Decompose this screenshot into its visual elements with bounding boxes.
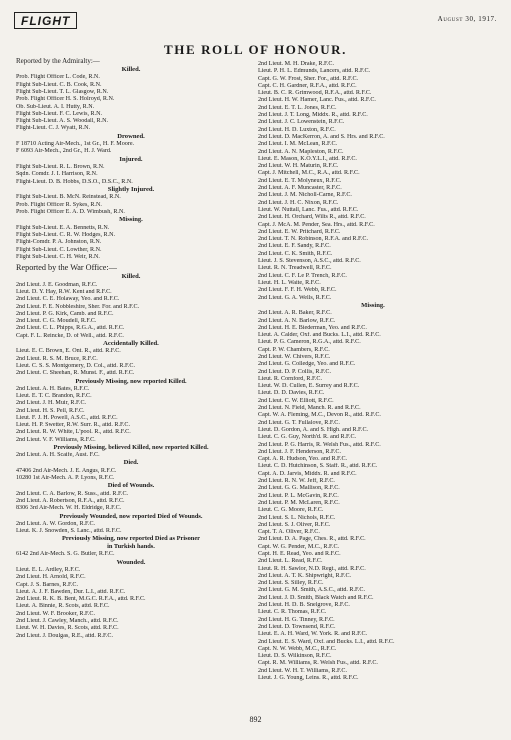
roll-entry: Flight Sub-Lieut. C. R. W. Hodges, R.N.	[16, 232, 116, 239]
roll-entry: 2nd Lieut. J. H. Muir, R.F.C.	[16, 400, 87, 407]
roll-entry: Lieut. D. D. Davies, R.F.C.	[258, 390, 325, 397]
roll-entry: 2nd Lieut. W. H. Maturin, R.F.C.	[258, 163, 339, 170]
roll-entry: 2nd Lieut. H. Arnold, R.F.C.	[16, 574, 86, 581]
roll-entry: 2nd Lieut. P. G. Harris, R. Welsh Fus., attd. R.F.C.	[258, 441, 381, 448]
right-column	[258, 61, 488, 682]
roll-entry: 2nd Lieut. D. MacKerron, A. and S. Hrs. and R.F.C.	[258, 133, 385, 140]
roll-entry: 2nd Lieut. H. W. Hamer, Lanc. Fus., attd. R.F.C.	[258, 97, 376, 104]
roll-entry: 2nd Lieut. E. W. Pritchard, R.F.C.	[258, 228, 341, 235]
roll-entry: 2nd Lieut. J. M. Nicholl-Carne, R.F.C.	[258, 192, 352, 199]
roll-entry: 2nd Lieut. D. Townsend, R.F.C.	[258, 623, 336, 630]
roll-entry: Lieut. D. Gordon, A. and S. High. and R.F.C.	[258, 426, 369, 433]
roll-entry: Lieut. P. H. L. Edmunds, Lancers, attd. R.F.C.	[258, 68, 371, 75]
roll-entry: F 6093 Air-Mech., 2nd Gr., H. J. Ward.	[16, 148, 112, 155]
roll-entry: 2nd Lieut. A. T. K. Shipwright, R.F.C.	[258, 572, 352, 579]
roll-entry: 2nd Lieut. E. S. Ward, Oxf. and Bucks. L.I., attd. R.F.C.	[258, 638, 395, 645]
section-heading: Previously Wounded, now reported Died of Wounds.	[59, 512, 203, 520]
roll-entry: 2nd Lieut. N. Field, Manch. R. and R.F.C.	[258, 405, 361, 412]
roll-entry: 2nd Lieut. C. G. Moudell, R.F.C.	[16, 318, 97, 325]
section-heading: Missing.	[119, 216, 143, 224]
left-column	[16, 57, 246, 640]
roll-entry: Lieut. B. C. R. Grimwood, R.F.A., attd. R.F.C.	[258, 90, 372, 97]
section-heading: Died.	[123, 459, 139, 467]
roll-entry: 2nd Lieut. J. Cawley, Manch., attd. R.F.C.	[16, 617, 119, 624]
roll-entry: 2nd Lieut. I. M. McLean, R.F.C.	[258, 141, 338, 148]
roll-entry: Lieut. E. A. H. Ward, W. York. R. and R.F.C.	[258, 631, 368, 638]
section-heading: Died of Wounds.	[107, 482, 155, 490]
section-heading: Drowned.	[117, 132, 145, 140]
roll-entry: Lieut. C. G. Guy, North'd. R. and R.F.C.	[258, 434, 357, 441]
page-title: THE ROLL OF HONOUR.	[163, 42, 348, 57]
roll-entry: 2nd Lieut. J. F. Henderson, R.F.C.	[258, 448, 341, 455]
roll-entry: 2nd Lieut. T. N. Robinson, R.F.A. and R.F.C.	[258, 236, 369, 243]
section-heading: Slightly Injured.	[107, 186, 155, 194]
roll-entry: 2nd Lieut. W. F. Brooker, R.F.C.	[16, 610, 96, 617]
roll-entry: Prob. Flight Officer E. A. D. Wimbush, R.N.	[16, 209, 125, 216]
roll-entry: 2nd Lieut. A. H. Scaife, Aust. F.C.	[16, 452, 100, 459]
roll-entry: 2nd Lieut. E. T. L. Jones, R.F.C.	[258, 104, 337, 111]
section-heading: Accidentally Killed.	[103, 340, 159, 348]
roll-entry: 2nd Lieut. C. A. Barlow, R. Suss., attd. R.F.C.	[16, 490, 129, 497]
roll-entry: 2nd Lieut. A. H. Bates, R.F.C.	[16, 385, 90, 392]
roll-entry: Flight Sub-Lieut. C. Lowther, R.N.	[16, 246, 102, 253]
roll-entry: 2nd Lieut. G. T. Fullalove, R.F.C.	[258, 419, 340, 426]
roll-entry: Flight Sub-Lieut. E. A. Bennetts, R.N.	[16, 224, 110, 231]
roll-entry: Capt. A. D. Jarvis, Middx. R. and R.F.C.	[258, 470, 357, 477]
reporting-authority: Reported by the War Office:—	[16, 263, 117, 273]
roll-entry: Capt. A. R. Hudson, Yeo. and R.F.C.	[258, 456, 348, 463]
roll-entry: 2nd Lieut. C. E. Holaway, Yeo. and R.F.C.	[16, 296, 120, 303]
section-heading: in Turkish hands.	[107, 543, 155, 551]
roll-entry: Ob. Sub-Lieut. A. I. Hutty, R.N.	[16, 103, 95, 110]
reporting-authority: Reported by the Admiralty:—	[16, 57, 100, 65]
roll-entry: 2nd Lieut. G. A. Wells, R.F.C.	[258, 294, 332, 301]
roll-entry: 2nd Lieut. J. Doulgas, R.E., attd. R.F.C.	[16, 632, 114, 639]
roll-entry: Lieut. H. P. Swetter, R.W. Surr. R., attd. R.F.C.	[16, 422, 130, 429]
roll-entry: Lieut. E. L. Ardley, R.F.C.	[16, 566, 81, 573]
issue-date: August 30, 1917.	[437, 15, 497, 23]
roll-entry: 2nd Lieut. V. F. Williams, R.F.C.	[16, 436, 96, 443]
roll-entry: Capt. J. S. Barnes, R.F.C.	[16, 581, 78, 588]
roll-entry: 2nd Lieut. H. G. Tinney, R.F.C.	[258, 616, 335, 623]
roll-entry: 2nd Lieut. A. W. Gordon, R.F.C.	[16, 520, 96, 527]
section-heading: Injured.	[119, 155, 143, 163]
roll-entry: 2nd Lieut. P. L. McGavin, R.F.C.	[258, 492, 339, 499]
roll-entry: 2nd Lieut. R. W. White, L'pool. R., attd. R.F.C.	[16, 429, 131, 436]
roll-entry: Flight Sub-Lieut. A. S. Woodall, R.N.	[16, 118, 108, 125]
section-heading: Wounded.	[116, 558, 146, 566]
roll-entry: 2nd Lieut. D. A. Page, Ches. R., attd. R.F.C.	[258, 536, 366, 543]
roll-entry: 2nd Lieut. A. N. Barlow, R.F.C.	[258, 317, 336, 324]
roll-entry: Capt. J. McA. M. Pender, Sea. Hrs., attd. R.F.C.	[258, 221, 375, 228]
roll-entry: Flight Sub-Lieut. C. B. Cook, R.N.	[16, 81, 102, 88]
roll-entry: Lieut. R. N. Treadwell, R.F.C.	[258, 265, 332, 272]
roll-entry: Lieut. A. Binnie, R. Scots, attd. R.F.C.	[16, 603, 110, 610]
roll-entry: 2nd Lieut. H. Orchard, Wilts R., attd. R.F.C.	[258, 214, 366, 221]
roll-entry: 2nd Lieut. H. D. Luxton, R.F.C.	[258, 126, 336, 133]
roll-entry: 2nd Lieut. C. L. Phipps, R.G.A., attd. R.F.C.	[16, 325, 125, 332]
roll-entry: Lieut. R. H. Sawlor, N.D. Regt., attd. R.F.C.	[258, 565, 366, 572]
roll-entry: 2nd Lieut. F. E. Nobbleshire, Sher. For. and R.F.C.	[16, 303, 140, 310]
roll-entry: 2nd Lieut. A. F. Muncaster, R.F.C.	[258, 185, 342, 192]
roll-entry: 2nd Lieut. A. N. Mapleston, R.F.C.	[258, 148, 344, 155]
roll-entry: Capt. P. W. Chambers, R.F.C.	[258, 346, 330, 353]
roll-entry: Capt. J. Mitchell, M.C., R.A., attd. R.F.C.	[258, 170, 360, 177]
roll-entry: Lieut. C. D. Hutchinson, S. Staff. R., attd. R.F.C.	[258, 463, 378, 470]
roll-entry: 6142 2nd Air-Mech. S. G. Butler, R.F.C.	[16, 551, 115, 558]
roll-entry: 8306 3rd Air-Mech. W. H. Eldridge, R.F.C.	[16, 505, 122, 512]
roll-entry: Capt. T. A. Oliver, R.F.C.	[258, 529, 320, 536]
roll-entry: Capt. C. H. Gardner, R.F.A., attd. R.F.C.	[258, 82, 357, 89]
roll-entry: Flight Sub-Lieut. C. H. Weir, R.N.	[16, 253, 100, 260]
roll-entry: 2nd Lieut. E. T. Molyneux, R.F.C.	[258, 177, 342, 184]
roll-entry: 2nd Lieut. R. K. B. Bent, M.G.C. R.F.A., attd. R.F.C.	[16, 596, 146, 603]
roll-entry: Capt. R. M. Williams, R. Welsh Fus., attd. R.F.C.	[258, 660, 378, 667]
roll-entry: 2nd Lieut. C. Sheehan, R. Munst. F., attd. R.F.C.	[16, 370, 135, 377]
roll-entry: Lieut. E. C. Brown, E. Ont. R., attd. R.F.C.	[16, 348, 121, 355]
roll-entry: Lieut. C. G. Moore, R.F.C.	[258, 507, 324, 514]
roll-entry: 2nd Lieut. E. F. Sandy, R.F.C.	[258, 243, 331, 250]
roll-entry: 2nd Lieut. H. E. Biederman, Yeo. and R.F.C.	[258, 324, 367, 331]
roll-entry: 2nd Lieut. P. G. Kirk, Camb. and R.F.C.	[16, 310, 114, 317]
roll-entry: 2nd Lieut. C. W. Elliott, R.F.C.	[258, 397, 334, 404]
roll-entry: Capt. H. E. Read, Yeo. and R.F.C.	[258, 551, 341, 557]
roll-entry: Flight Sub-Lieut. B. McN. Reinstead, R.N.	[16, 194, 121, 201]
roll-entry: 2nd Lieut. J. C. Lowenstein, R.F.C.	[258, 119, 345, 126]
roll-entry: Lieut. A. J. F. Bawden, Dur. L.I., attd. R.F.C.	[16, 588, 126, 595]
roll-entry: Flight-Lieut. C. J. Wyatt, R.N.	[16, 125, 90, 132]
roll-entry: Capt. G. W. Frost, Sher. For., attd. R.F.C.	[258, 75, 359, 82]
roll-entry: Flight-Lieut. D. B. Hobbs, D.S.O., D.S.C., R.N.	[16, 178, 133, 185]
roll-entry: 2nd Lieut. L. Read, R.F.C.	[258, 558, 323, 565]
roll-entry: 2nd Lieut. W. H. T. Williams, R.F.C.	[258, 667, 347, 674]
roll-entry: 2nd Lieut. A. Robertson, R.F.A., attd. R.F.C.	[16, 498, 125, 505]
roll-entry: 47406 2nd Air-Mech. J. E. Angus, R.F.C.	[16, 467, 117, 474]
roll-entry: F 18710 Acting Air-Mech., 1st Gr., H. F. Moore.	[16, 141, 135, 148]
roll-entry: Capt. W. A. Fleming, M.C., Devon R., attd. R.F.C.	[258, 412, 381, 419]
roll-entry: 2nd Lieut. C. K. Smith, R.F.C.	[258, 250, 333, 257]
roll-entry: 2nd Lieut. G. G. Mallison, R.F.C.	[258, 485, 340, 492]
roll-entry: 2nd Lieut. G. M. Smith, A.S.C., attd. R.F.C.	[258, 587, 366, 594]
section-heading: Killed.	[121, 66, 141, 73]
roll-entry: 2nd Lieut. F. F. H. Webb, R.F.C.	[258, 287, 337, 294]
roll-entry: 2nd Lieut. R. S. M. Bruce, R.F.C.	[16, 355, 98, 362]
section-heading: Previously Missing, believed Killed, now reported Killed.	[53, 444, 209, 452]
roll-entry: 2nd Lieut. H. D. B. Snelgrove, R.F.C.	[258, 602, 350, 609]
roll-entry: Lieut. D. S. Wilkinson, R.F.C.	[258, 653, 332, 660]
roll-entry: 2nd Lieut. R. N. W. Jeff, R.F.C.	[258, 478, 335, 485]
section-heading: Missing.	[361, 301, 385, 309]
roll-entry: Lieut. D. Y. Hay, R.W. Kent and R.F.C.	[16, 288, 112, 295]
roll-entry: Lieut. W. H. Davies, R. Scots, attd. R.F.C.	[16, 625, 119, 632]
roll-entry: 2nd Lieut. J. H. C. Nixon, R.F.C.	[258, 199, 339, 206]
roll-entry: 2nd Lieut. J. E. Goodman, R.F.C.	[16, 281, 98, 288]
roll-entry: Lieut. K. J. Snowden, S. Lanc., attd. R.F.C.	[16, 527, 122, 534]
roll-entry: Capt. F. L. Reincke, D. of Well., attd. R.F.C.	[16, 332, 124, 339]
roll-entry: Lieut. C. R. Thomas, R.F.C.	[258, 609, 327, 616]
roll-entry: Lieut. W. D. Cullen, E. Surrey and R.F.C.	[258, 383, 360, 390]
roll-entry: Lieut. F. J. H. Powell, A.S.C., attd. R.F.C.	[16, 414, 118, 421]
roll-entry: Capt. W. G. Pender, M.C., R.F.C.	[258, 543, 340, 550]
section-heading: Killed.	[121, 273, 141, 281]
roll-entry: 2nd Lieut. S. L. Nichols, R.F.C.	[258, 514, 336, 521]
roll-entry: Flight Sub-Lieut. F. C. Lewis, R.N.	[16, 110, 103, 117]
section-heading: Previously Missing, now reported Killed.	[75, 377, 187, 385]
section-heading: Previously Missing, now reported Died as Prisoner	[61, 535, 201, 543]
roll-entry: 2nd Lieut. S. Silley, R.F.C.	[258, 580, 324, 587]
roll-entry: 2nd Lieut. J. T. Long, Middx. R., attd. R.F.C.	[258, 112, 368, 119]
roll-entry: Lieut. J. G. Young, Leins. R., attd. R.F.C.	[258, 675, 359, 682]
roll-entry: Lieut. J. S. Stevenson, A.S.C., attd. R.F.C.	[258, 258, 361, 265]
roll-entry: Prob. Flight Officer H. S. Holroyd, R.N.	[16, 96, 115, 103]
roll-entry: Lieut. C. S. S. Montgomery, D. Col., attd. R.F.C.	[16, 363, 135, 370]
roll-entry: 2nd Lieut. S. J. Oliver, R.F.C.	[258, 521, 331, 528]
roll-entry: Prob. Flight Officer L. Code, R.N.	[16, 74, 100, 81]
roll-entry: Lieut. W. Nuttall, Lanc. Fus., attd. R.F.C.	[258, 206, 359, 213]
flight-logo: FLIGHT	[14, 12, 77, 29]
roll-entry: Lieut. E. Mason, K.O.Y.L.I., attd. R.F.C.	[258, 155, 357, 162]
roll-entry: Lieut. E. T. C. Brandon, R.F.C.	[16, 392, 92, 399]
roll-entry: Flight Sub-Lieut. R. L. Brown, R.N.	[16, 164, 105, 171]
roll-entry: Flight Sub-Lieut. T. L. Glasgow, R.N.	[16, 89, 109, 95]
roll-entry: 2nd Lieut. D. P. Collis, R.F.C.	[258, 368, 331, 375]
roll-entry: Sqdn. Comdr. J. I. Harrison, R.N.	[16, 171, 98, 178]
roll-entry: 2nd Lieut. W. Chivers, R.F.C.	[258, 353, 331, 360]
roll-entry: Flight-Comdr. P. A. Johnston, R.N.	[16, 239, 102, 246]
roll-entry: 2nd Lieut. C. F. Le P. Trench, R.F.C.	[258, 272, 347, 279]
roll-entry: Capt. N. W. Webb, M.C., R.F.C.	[258, 645, 337, 652]
roll-entry: Lieut. A. Calder, Oxf. and Bucks. L.I., attd. R.F.C.	[258, 332, 381, 339]
roll-entry: Prob. Flight Officer R. Sykes, R.N.	[16, 201, 102, 208]
roll-entry: 2nd Lieut. A. R. Baker, R.F.C.	[258, 310, 332, 317]
roll-entry: 2nd Lieut. J. D. Smith, Black Watch and R.F.C.	[258, 594, 374, 601]
roll-entry: Lieut. P. G. Cameron, R.G.A., attd. R.F.C.	[258, 339, 361, 346]
roll-entry: 2nd Lieut. G. Colledge, Yeo. and R.F.C.	[258, 361, 356, 368]
roll-entry: 10280 1st Air-Mech. A. P. Lyons, R.F.C.	[16, 475, 115, 482]
roll-entry: Lieut. H. L. Waite, R.F.C.	[258, 279, 321, 286]
roll-entry: 2nd Lieut. P. M. McLaren, R.F.C.	[258, 499, 340, 506]
roll-entry: 2nd Lieut. M. H. Drake, R.F.C.	[258, 61, 335, 67]
roll-entry: Lieut. R. Cornford, R.F.C.	[258, 375, 323, 382]
page-number: 892	[249, 715, 262, 724]
roll-entry: 2nd Lieut. H. S. Pell, R.F.C.	[16, 407, 85, 414]
